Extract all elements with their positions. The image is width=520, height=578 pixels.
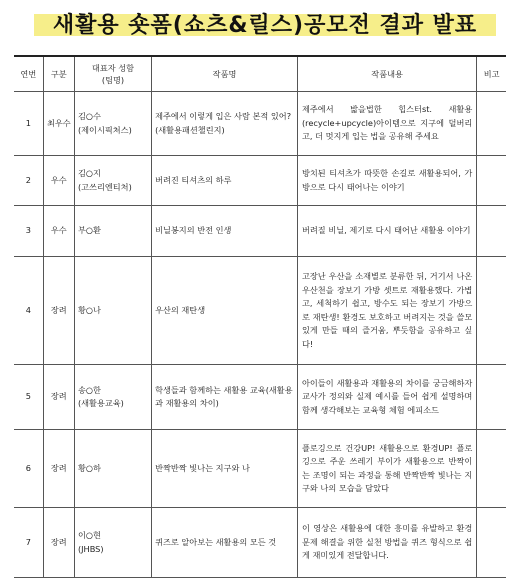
results-table [14,55,506,578]
row-category: 장려 [43,508,74,578]
row-content: 아이들이 새활용과 재활용의 차이를 궁금해하자 교사가 정의와 실제 예시를 들어 쉽게 설명하며 함께 생각해보는 교육형 체험 에피소드 [297,365,476,430]
row-note [477,206,506,257]
row-no: 1 [14,92,43,156]
table-row [14,206,506,257]
table-row [14,156,506,206]
row-work: 버려진 티셔츠의 하루 [152,156,298,206]
row-content: 플로깅으로 건강UP! 새활용으로 환경UP! 플로깅으로 주운 쓰레기 부이가 새활용으로 반짝이는 조명이 되는 과정을 통해 반짝반짝 빛나는 지구와 나의 모습을 담았다 [297,430,476,508]
row-representative [74,92,151,156]
row-category: 우수 [43,156,74,206]
row-no: 4 [14,257,43,365]
rep-team: (제이시픽쳐스) [77,124,132,135]
row-representative [74,206,151,257]
rep-name: 김○지 [77,168,101,178]
row-work: 비닐봉지의 반전 인생 [152,206,298,257]
header-no: 연번 [14,56,43,92]
row-no: 2 [14,156,43,206]
row-representative [74,156,151,206]
header-rep-line2: (팀명) [101,75,125,85]
table-header-row [14,56,506,92]
row-work: 우산의 재탄생 [152,257,298,365]
table-row [14,257,506,365]
rep-name: 이○현 [77,530,101,540]
rep-name: 김○수 [77,111,101,121]
row-representative [74,257,151,365]
table-row [14,92,506,156]
rep-name: 황○하 [77,462,101,473]
row-work: 학생들과 함께하는 새활용 교육(새활용과 재활용의 차이) [152,365,298,430]
header-representative [74,56,151,92]
title-area [34,8,496,48]
rep-name: 황○나 [77,304,101,315]
page-title: 새활용 숏폼(쇼츠&릴스)공모전 결과 발표 [52,13,478,38]
row-work: 제주에서 이렇게 입은 사람 본적 있어?(새활용패션챌린지) [152,92,298,156]
row-content: 버려질 비닐, 제기로 다시 태어난 새활용 이야기 [297,206,476,257]
row-note [477,365,506,430]
row-no: 7 [14,508,43,578]
row-category: 장려 [43,257,74,365]
row-representative [74,365,151,430]
rep-team: (고쓰리엔티처) [77,181,132,192]
row-no: 3 [14,206,43,257]
header-note: 비고 [477,56,506,92]
header-content: 작품내용 [297,56,476,92]
rep-team: (새활용교육) [77,398,124,408]
row-note [477,430,506,508]
row-category: 우수 [43,206,74,257]
row-category: 장려 [43,430,74,508]
row-category: 장려 [43,365,74,430]
header-rep-line1: 대표자 성함 [91,63,135,73]
rep-name: 송○한 [77,384,101,395]
row-note [477,257,506,365]
row-work: 퀴즈로 알아보는 새활용의 모든 것 [152,508,298,578]
rep-name: 부○환 [77,225,101,236]
row-content: 고장난 우산을 소재별로 분류한 뒤, 거기서 나온 우산천을 장보기 가방 셋트로 재활용했다. 가볍고, 세척하기 쉽고, 방수도 되는 장보기 가방으로 재탄생! 환경도 보호하고 버려지는 것을 쓸모 있게 만들 때의 즐거움, 뿌듯함을 공유하고 싶다! [297,257,476,365]
row-no: 6 [14,430,43,508]
table-row [14,430,506,508]
row-representative [74,508,151,578]
table-row [14,365,506,430]
table-row [14,508,506,578]
row-note [477,156,506,206]
row-representative [74,430,151,508]
header-category: 구분 [43,56,74,92]
row-note [477,92,506,156]
row-note [477,508,506,578]
row-content: 이 영상은 새활용에 대한 흥미를 유발하고 환경 문제 해결을 위한 실천 방법을 퀴즈 형식으로 쉽게 재미있게 전달합니다. [297,508,476,578]
row-no: 5 [14,365,43,430]
row-category: 최우수 [43,92,74,156]
row-content: 방치된 티셔츠가 따뜻한 손길로 새활용되어, 가방으로 다시 태어나는 이야기 [297,156,476,206]
rep-team: (JHBS) [77,543,104,554]
header-work: 작품명 [152,56,298,92]
row-content: 제주에서 밟을법한 힙스터st. 새활용(recycle+upcycle)아이템으로 지구에 덜버리고, 더 멋지게 입는 법을 공유해 주세요 [297,92,476,156]
row-work: 반짝반짝 빛나는 지구와 나 [152,430,298,508]
